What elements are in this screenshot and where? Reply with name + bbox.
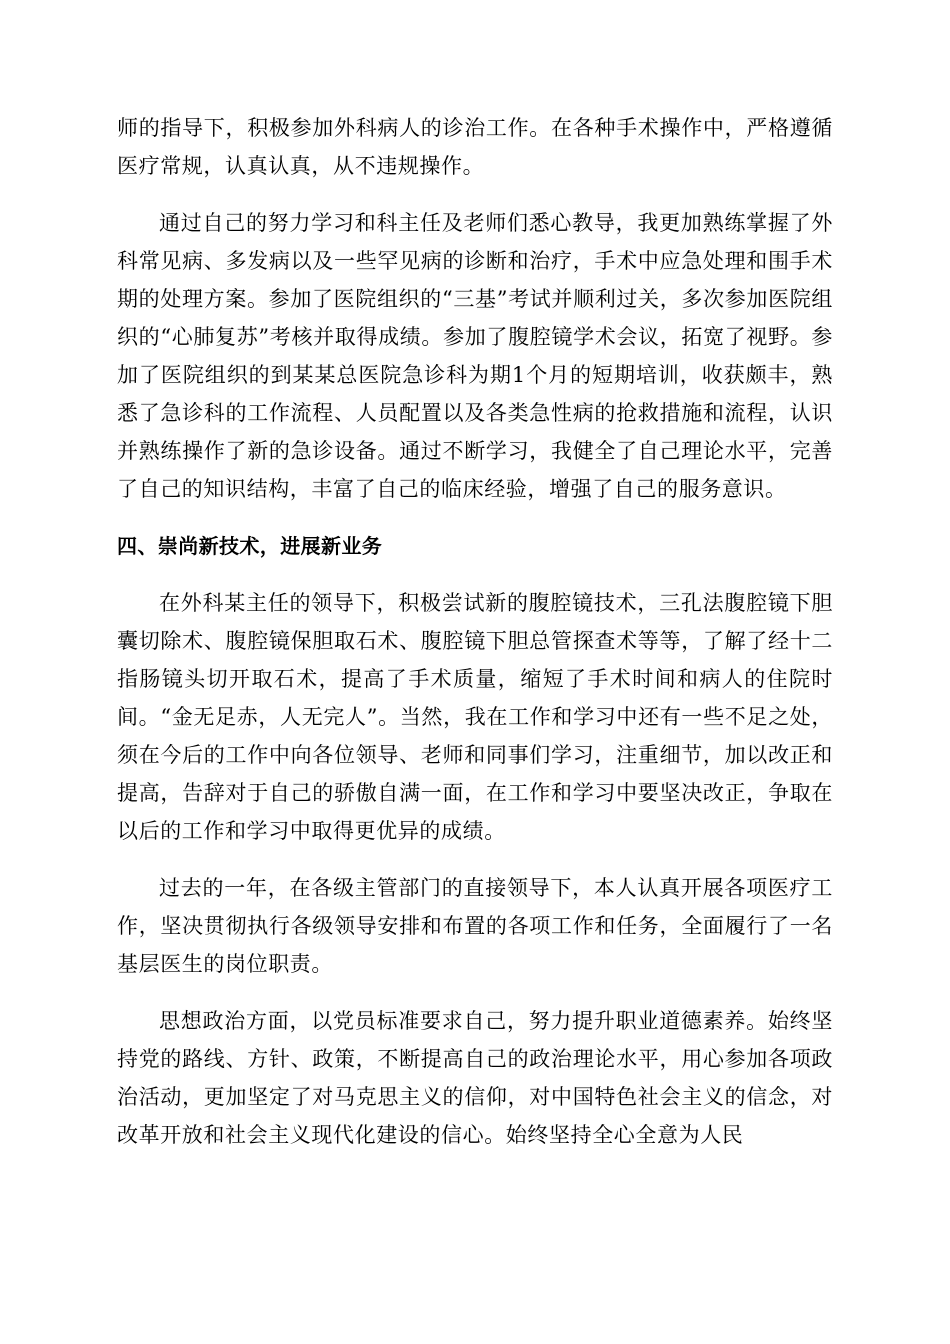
paragraph-continuation: 师的指导下，积极参加外科病人的诊治工作。在各种手术操作中，严格遵循医疗常规，认真认真，从不违规操作。 [117, 116, 833, 178]
section-heading: 四、崇尚新技术，进展新业务 [117, 534, 383, 558]
paragraph-past-year: 过去的一年，在各级主管部门的直接领导下，本人认真开展各项医疗工作，坚决贯彻执行各级领导安排和布置的各项工作和任务，全面履行了一名基层医生的岗位职责。 [117, 876, 833, 976]
document-body [117, 109, 833, 1173]
paragraph-new-technology: 在外科某主任的领导下，积极尝试新的腹腔镜技术，三孔法腹腔镜下胆囊切除术、腹腔镜保胆取石术、腹腔镜下胆总管探查术等等，了解了经十二指肠镜头切开取石术，提高了手术质量，缩短了手术时间和病人的住院时间。“金无足赤，人无完人”。当然，我在工作和学习中还有一些不足之处，须在今后的工作中向各位领导、老师和同事们学习，注重细节，加以改正和提高，告辞对于自己的骄傲自满一面，在工作和学习中要坚决改正，争取在以后的工作和学习中取得更优异的成绩。 [117, 591, 833, 843]
paragraph-political-thought: 思想政治方面，以党员标准要求自己，努力提升职业道德素养。始终坚持党的路线、方针、政策，不断提高自己的政治理论水平，用心参加各项政治活动，更加坚定了对马克思主义的信仰，对中国特色社会主义的信念，对改革开放和社会主义现代化建设的信心。始终坚持全心全意为人民 [117, 1009, 833, 1147]
paragraph-study: 通过自己的努力学习和科主任及老师们悉心教导，我更加熟练掌握了外科常见病、多发病以及一些罕见病的诊断和治疗，手术中应急处理和围手术期的处理方案。参加了医院组织的“三基”考试并顺利过关，多次参加医院组织的“心肺复苏”考核并取得成绩。参加了腹腔镜学术会议，拓宽了视野。参加了医院组织的到某某总医院急诊科为期1个月的短期培训，收获颇丰，熟悉了急诊科的工作流程、人员配置以及各类急性病的抢救措施和流程，认识并熟练操作了新的急诊设备。通过不断学习，我健全了自己理论水平，完善了自己的知识结构，丰富了自己的临床经验，增强了自己的服务意识。 [117, 211, 833, 501]
